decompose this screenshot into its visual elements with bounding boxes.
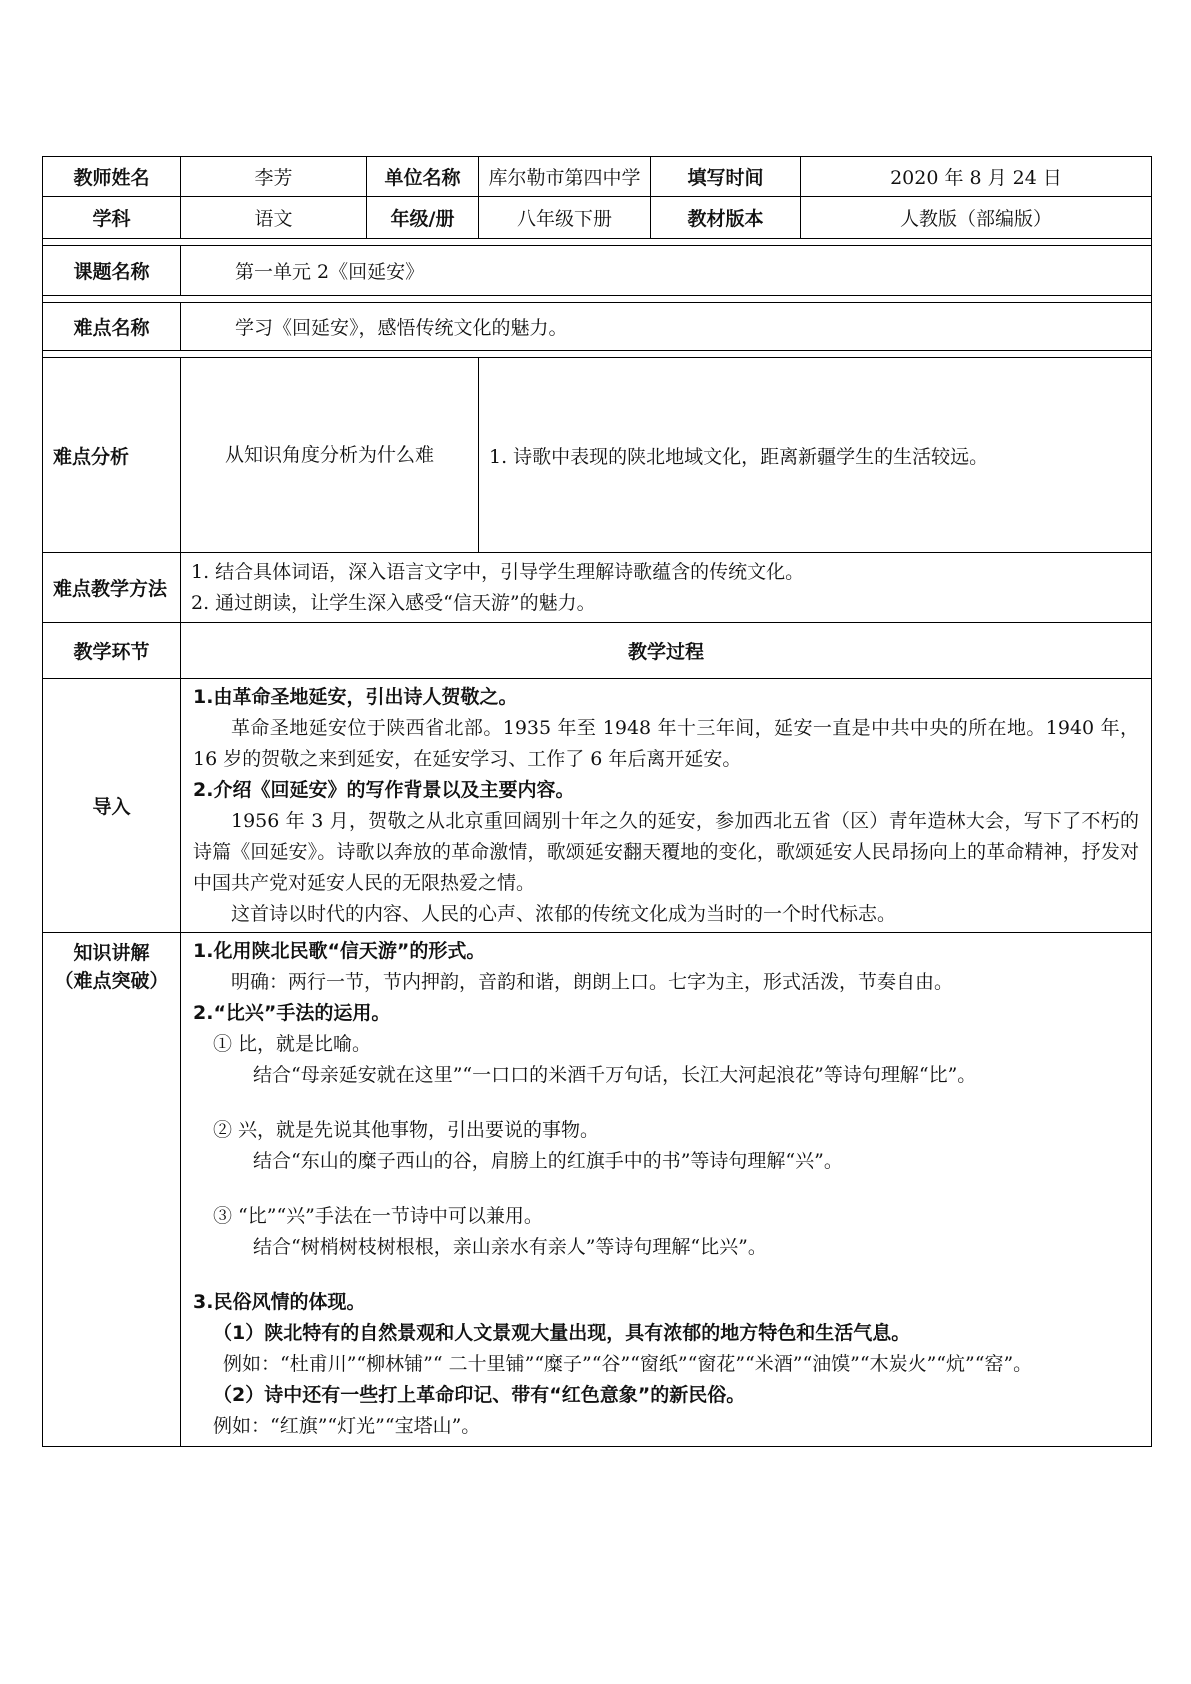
knowledge-bullet-3: ③ “比”“兴”手法在一节诗中可以兼用。 xyxy=(213,1205,543,1227)
method-label: 难点教学方法 xyxy=(43,553,181,623)
edition-value: 人教版（部编版） xyxy=(801,197,1152,239)
knowledge-label: 知识讲解 xyxy=(73,942,150,964)
teacher-label: 教师姓名 xyxy=(43,157,181,197)
difficulty-value: 学习《回延安》，感悟传统文化的魅力。 xyxy=(181,303,1152,351)
date-label: 填写时间 xyxy=(651,157,801,197)
intro-heading-2: 2.介绍《回延安》的写作背景以及主要内容。 xyxy=(193,779,575,801)
process-stage-label: 教学环节 xyxy=(43,623,181,679)
edition-label: 教材版本 xyxy=(651,197,801,239)
knowledge-sub-label: （难点突破） xyxy=(54,970,169,992)
grade-label: 年级/册 xyxy=(367,197,479,239)
method-line-1: 1. 结合具体词语，深入语言文字中，引导学生理解诗歌蕴含的传统文化。 xyxy=(191,560,805,583)
knowledge-paragraph-1: 明确：两行一节，节内押韵，音韵和谐，朗朗上口。七字为主，形式活泼，节奏自由。 xyxy=(231,971,954,993)
subject-label: 学科 xyxy=(43,197,181,239)
intro-heading-1: 1.由革命圣地延安，引出诗人贺敬之。 xyxy=(193,686,518,708)
topic-row xyxy=(43,246,1152,296)
topic-label: 课题名称 xyxy=(43,246,181,296)
analysis-label: 难点分析 xyxy=(43,358,181,553)
header-row-2 xyxy=(43,197,1152,239)
date-value: 2020 年 8 月 24 日 xyxy=(801,157,1152,197)
difficulty-label: 难点名称 xyxy=(43,303,181,351)
subject-value: 语文 xyxy=(181,197,367,239)
knowledge-row xyxy=(43,933,1152,1447)
intro-row xyxy=(43,679,1152,933)
knowledge-bullet-2-detail: 结合“东山的糜子西山的谷，肩膀上的红旗手中的书”等诗句理解“兴”。 xyxy=(253,1150,843,1172)
separator xyxy=(43,351,1152,358)
intro-paragraph-3: 这首诗以时代的内容、人民的心声、浓郁的传统文化成为当时的一个时代标志。 xyxy=(231,903,897,925)
unit-value: 库尔勒市第四中学 xyxy=(479,157,651,197)
teacher-value: 李芳 xyxy=(181,157,367,197)
header-row-1 xyxy=(43,157,1152,197)
analysis-sub-label: 从知识角度分析为什么难 xyxy=(181,358,479,553)
process-header-row xyxy=(43,623,1152,679)
knowledge-sub-detail-1: 例如：“杜甫川”“柳林铺”“ 二十里铺”“糜子”“谷”“窗纸”“窗花”“米酒”“油馍”“木炭火”“炕”“窑”。 xyxy=(223,1353,1033,1375)
intro-paragraph-2: 1956 年 3 月，贺敬之从北京重回阔别十年之久的延安，参加西北五省（区）青年造林大会，写下了不朽的诗篇《回延安》。诗歌以奔放的革命激情，歌颂延安翻天覆地的变化，歌颂延安人民昂扬向上的革命精神，抒发对中国共产党对延安人民的无限热爱之情。 xyxy=(193,810,1139,894)
process-title: 教学过程 xyxy=(181,623,1152,679)
knowledge-sub-heading-1: （1）陕北特有的自然景观和人文景观大量出现，具有浓郁的地方特色和生活气息。 xyxy=(213,1322,911,1344)
analysis-value: 1. 诗歌中表现的陕北地域文化，距离新疆学生的生活较远。 xyxy=(479,358,1152,553)
grade-value: 八年级下册 xyxy=(479,197,651,239)
separator xyxy=(43,296,1152,303)
analysis-row xyxy=(43,358,1152,553)
knowledge-bullet-2: ② 兴，就是先说其他事物，引出要说的事物。 xyxy=(213,1119,600,1141)
method-row xyxy=(43,553,1152,623)
knowledge-heading-1: 1.化用陕北民歌“信天游”的形式。 xyxy=(193,940,486,962)
knowledge-sub-heading-2: （2）诗中还有一些打上革命印记、带有“红色意象”的新民俗。 xyxy=(213,1384,746,1406)
topic-value: 第一单元 2《回延安》 xyxy=(181,246,1152,296)
method-line-2: 2. 通过朗读，让学生深入感受“信天游”的魅力。 xyxy=(191,591,596,614)
knowledge-bullet-3-detail: 结合“树梢树枝树根根，亲山亲水有亲人”等诗句理解“比兴”。 xyxy=(253,1236,767,1258)
unit-label: 单位名称 xyxy=(367,157,479,197)
difficulty-row xyxy=(43,303,1152,351)
lesson-plan-table xyxy=(42,156,1152,1447)
knowledge-bullet-1: ① 比，就是比喻。 xyxy=(213,1033,372,1055)
knowledge-heading-3: 3.民俗风情的体现。 xyxy=(193,1291,366,1313)
lesson-plan-sheet xyxy=(42,156,1151,1447)
intro-label: 导入 xyxy=(43,679,181,933)
separator xyxy=(43,239,1152,246)
knowledge-bullet-1-detail: 结合“母亲延安就在这里”“一口口的米酒千万句话，长江大河起浪花”等诗句理解“比”。 xyxy=(253,1064,977,1086)
intro-paragraph-1: 革命圣地延安位于陕西省北部。1935 年至 1948 年十三年间，延安一直是中共中央的所在地。1940 年，16 岁的贺敬之来到延安，在延安学习、工作了 6 年后离开延安。 xyxy=(193,717,1139,770)
knowledge-sub-detail-2: 例如：“红旗”“灯光”“宝塔山”。 xyxy=(213,1415,481,1437)
knowledge-heading-2: 2.“比兴”手法的运用。 xyxy=(193,1002,391,1024)
